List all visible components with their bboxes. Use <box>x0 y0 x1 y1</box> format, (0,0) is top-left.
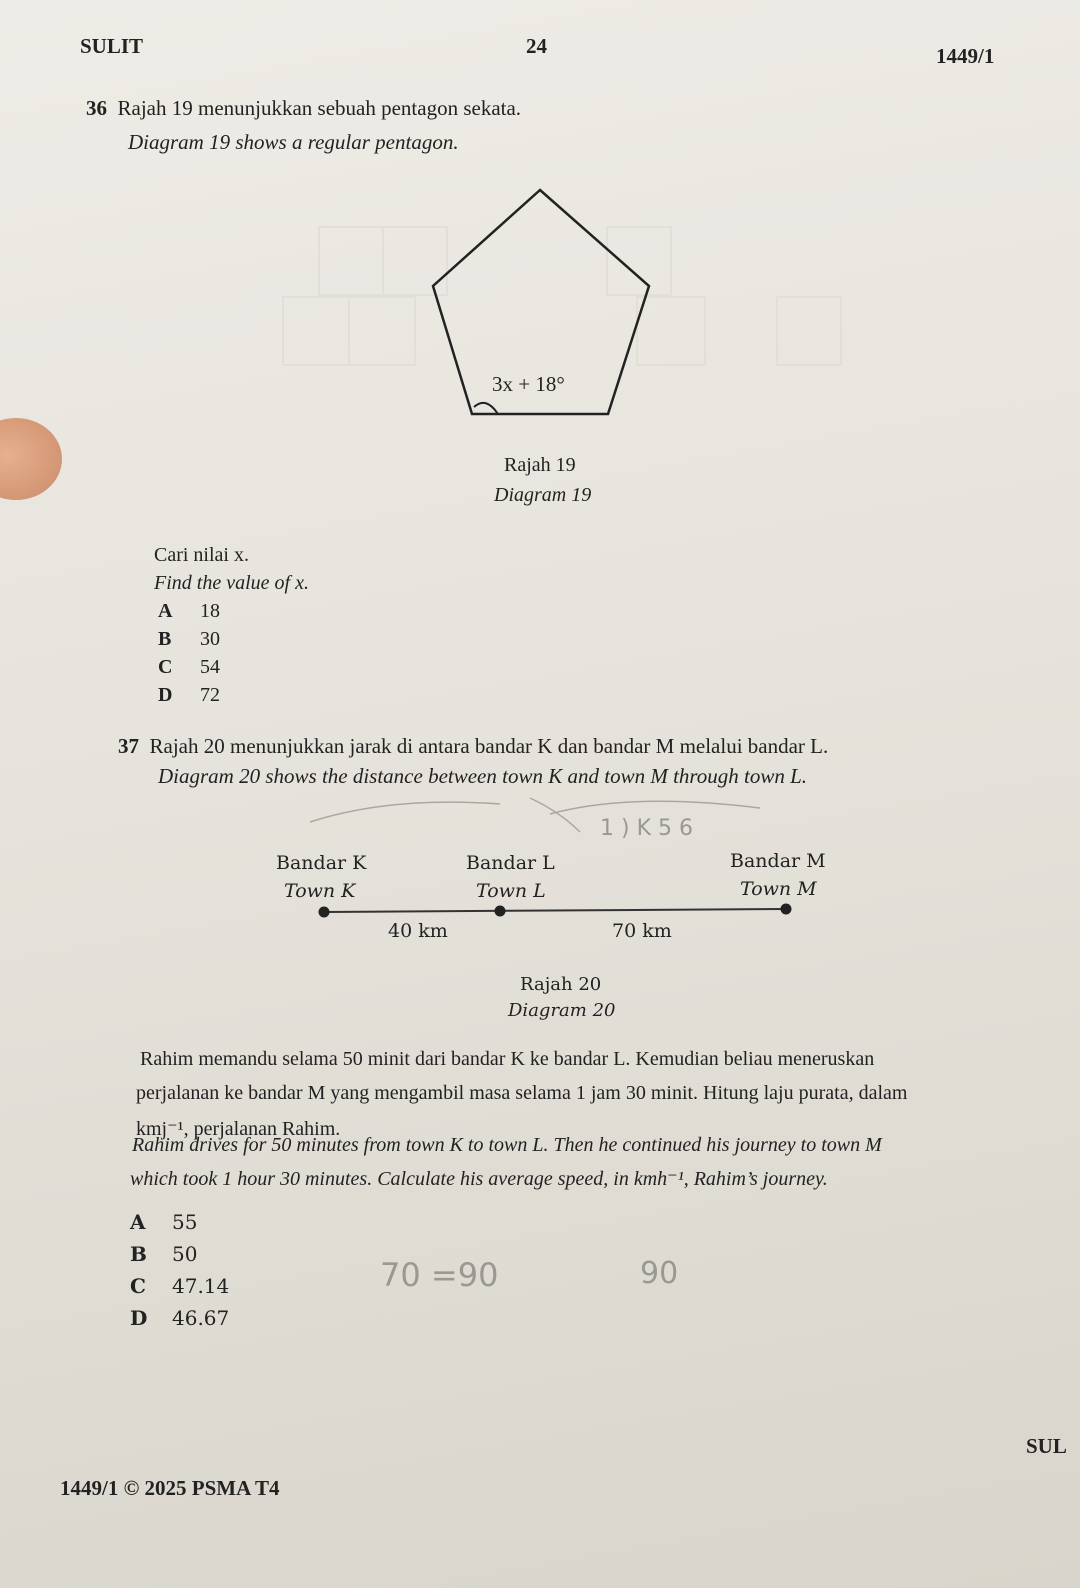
town-l-english: Town L <box>476 880 546 902</box>
diagram-20-caption-malay: Rajah 20 <box>520 974 602 995</box>
handwritten-note-1: 70 =90 <box>380 1256 499 1294</box>
q36-option-b: B 30 <box>158 628 220 650</box>
question-36-english: Diagram 19 shows a regular pentagon. <box>128 130 459 154</box>
route-line <box>324 909 786 912</box>
question-37-malay <box>118 734 828 759</box>
diagram-19-caption-english: Diagram 19 <box>494 484 592 506</box>
paper-code: 1449/1 <box>936 44 995 68</box>
question-36-malay-text: Rajah 19 menunjukkan sebuah pentagon sekata. <box>117 96 522 120</box>
page-number: 24 <box>526 34 547 58</box>
bleed-through-box <box>282 296 350 366</box>
q37-option-a: A 55 <box>130 1210 198 1234</box>
q37-option-b: B 50 <box>130 1242 198 1266</box>
town-m-english: Town M <box>740 878 817 900</box>
header-sulit: SULIT <box>80 34 144 58</box>
q37-body-english-1: Rahim drives for 50 minutes from town K to town L. Then he continued his journey to town M <box>132 1134 882 1156</box>
handwritten-note-2: 90 <box>640 1256 679 1291</box>
footer-sulit: SUL <box>1026 1434 1067 1458</box>
q36-option-a: A 18 <box>158 600 220 622</box>
town-k-malay: Bandar K <box>276 852 367 874</box>
footer-code: 1449/1 © 2025 PSMA T4 <box>60 1476 280 1500</box>
q37-option-c: C 47.14 <box>130 1274 230 1298</box>
pencil-arcs <box>300 786 780 846</box>
diagram-19-caption-malay: Rajah 19 <box>504 454 576 476</box>
question-36-malay <box>86 96 521 121</box>
q37-body-english-2: which took 1 hour 30 minutes. Calculate his average speed, in kmh⁻¹, Rahim’s journey. <box>130 1168 828 1190</box>
ask-english: Find the value of x. <box>154 572 309 594</box>
question-37-malay-text: Rajah 20 menunjukkan jarak di antara bandar K dan bandar M melalui bandar L. <box>149 734 829 758</box>
q37-body-malay-2: perjalanan ke bandar M yang mengambil masa selama 1 jam 30 minit. Hitung laju purata, dalam <box>136 1082 908 1104</box>
question-37-english: Diagram 20 shows the distance between town K and town M through town L. <box>158 764 808 788</box>
town-m-malay: Bandar M <box>730 850 826 872</box>
angle-label: 3x + 18° <box>492 372 565 396</box>
town-l-point <box>495 906 506 917</box>
ask-malay: Cari nilai x. <box>154 544 249 566</box>
pencil-scribble: 1 ) K 5 6 <box>600 816 693 841</box>
distance-kl: 40 km <box>388 920 448 942</box>
town-k-english: Town K <box>284 880 356 902</box>
bleed-through-box <box>318 226 384 296</box>
question-37-number: 37 <box>118 734 139 758</box>
town-k-point <box>319 907 330 918</box>
distance-lm: 70 km <box>612 920 672 942</box>
diagram-20-caption-english: Diagram 20 <box>508 1000 616 1021</box>
town-l-malay: Bandar L <box>466 852 555 874</box>
town-m-point <box>781 904 792 915</box>
q36-option-d: D 72 <box>158 684 220 706</box>
q37-body-malay-1: Rahim memandu selama 50 minit dari bandar K ke bandar L. Kemudian beliau meneruskan <box>140 1048 875 1070</box>
q37-option-d: D 46.67 <box>130 1306 230 1330</box>
q36-option-c: C 54 <box>158 656 220 678</box>
bleed-through-box <box>348 296 416 366</box>
q37-body-malay-3: kmj⁻¹, perjalanan Rahim. <box>136 1118 341 1140</box>
angle-arc <box>474 403 498 414</box>
question-36-number: 36 <box>86 96 107 120</box>
bleed-through-box <box>776 296 842 366</box>
